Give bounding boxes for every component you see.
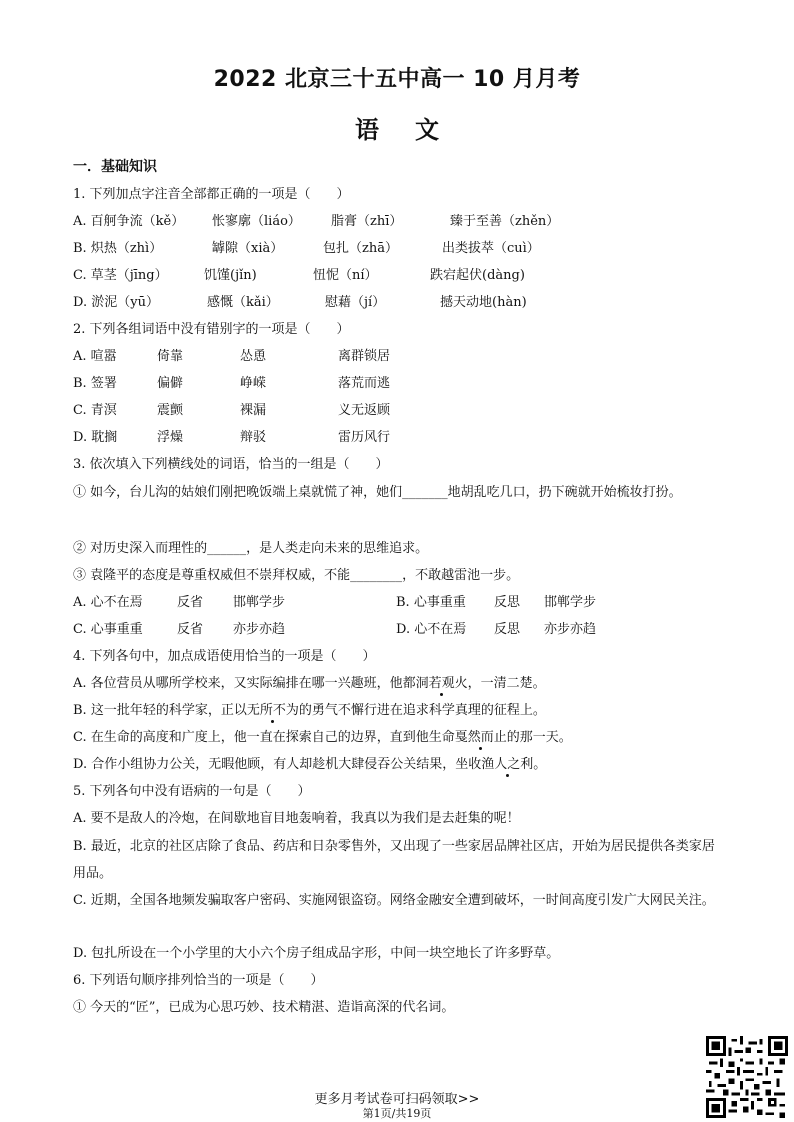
q1-option-c-3: 忸怩（ní） xyxy=(313,268,378,283)
q5-stem: 5. 下列各句中没有语病的一句是（ ） xyxy=(73,784,311,799)
q4-b-idiom: 无所不为 xyxy=(246,703,299,718)
q2-option-b-3: 峥嵘 xyxy=(240,376,267,391)
q3-stem: 3. 依次填入下列横线处的词语，恰当的一组是（ ） xyxy=(73,457,389,472)
q4-b-post: 的勇气不懈行进在追求科学真理的征程上。 xyxy=(298,703,546,718)
q3-option-a-2: 反省 xyxy=(177,595,204,610)
q2-stem: 2. 下列各组词语中没有错别字的一项是（ ） xyxy=(73,322,350,337)
q6-sentence-1: ① 今天的“匠”，已成为心思巧妙、技术精湛、造诣高深的代名词。 xyxy=(73,1000,455,1015)
q1-option-b-1: B. 炽热（zhì） xyxy=(73,241,163,256)
q4-d-pre: D. 合作小组协力公关，无暇他顾，有人却趁机大肆侵吞公关结果，坐收 xyxy=(73,757,482,772)
q2-option-c-4: 义无返顾 xyxy=(338,403,391,418)
q4-option-a xyxy=(73,675,546,693)
subject-heading: 语文 xyxy=(355,116,475,144)
q2-option-a-3: 怂恿 xyxy=(240,349,267,364)
q2-option-c-3: 裸漏 xyxy=(240,403,267,418)
q1-option-d-4: 撼天动地(hàn) xyxy=(440,295,527,310)
q2-option-d-4: 雷历风行 xyxy=(338,430,391,445)
q1-option-c-2: 饥馑(jǐn) xyxy=(204,268,257,283)
q3-sentence-3: ③ 袁隆平的态度是尊重权威但不崇拜权威，不能________，不敢越雷池一步。 xyxy=(73,568,520,583)
q1-option-a-2: 怅寥廓（liáo） xyxy=(212,214,301,229)
q2-option-a-1: A. 喧嚣 xyxy=(73,349,117,364)
q4-d-post: 。 xyxy=(533,757,547,772)
q4-c-pre: C. 在生命的高度和广度上，他一直在探索自己的边界，直到他生命 xyxy=(73,730,455,745)
q1-option-d-3: 慰藉（jí） xyxy=(325,295,386,310)
q6-stem: 6. 下列语句顺序排列恰当的一项是（ ） xyxy=(73,973,324,988)
q1-option-a-1: A. 百舸争流（kě） xyxy=(73,214,185,229)
section-heading: 一．基础知识 xyxy=(73,159,157,175)
q3-option-c-1: C. 心事重重 xyxy=(73,622,143,637)
q1-stem: 1. 下列加点字注音全部都正确的一项是（ ） xyxy=(73,187,350,202)
exam-title: 2022 北京三十五中高一 10 月月考 xyxy=(213,67,581,92)
q1-option-b-2: 罅隙（xià） xyxy=(212,241,284,256)
q2-option-d-1: D. 耽搁 xyxy=(73,430,118,445)
q3-option-a-3: 邯郸学步 xyxy=(233,595,286,610)
q2-option-a-2: 倚靠 xyxy=(157,349,184,364)
q2-option-a-4: 离群锁居 xyxy=(338,349,391,364)
q2-option-b-4: 落荒而逃 xyxy=(338,376,391,391)
q1-option-a-4: 臻于至善（zhěn） xyxy=(450,214,560,229)
footer-promo-link[interactable]: 更多月考试卷可扫码领取>> xyxy=(314,1092,480,1107)
q5-option-b: B. 最近，北京的社区店除了食品、药店和日杂零售外，又出现了一些家居品牌社区店，开始为居民提供各类家居用品。 xyxy=(73,839,715,881)
q4-b-pre: B. 这一批年轻的科学家，正以 xyxy=(73,703,247,718)
q2-option-b-1: B. 签署 xyxy=(73,376,117,391)
q3-sentence-1: ① 如今，台儿沟的姑娘们刚把晚饭端上桌就慌了神，她们_______地胡乱吃几口，扔下碗就开始梳妆打扮。 xyxy=(73,485,682,500)
q4-c-post: 的那一天。 xyxy=(506,730,572,745)
q1-option-a-3: 脂膏（zhī） xyxy=(331,214,403,229)
q1-option-b-3: 包扎（zhā） xyxy=(323,241,398,256)
q2-option-d-3: 辩驳 xyxy=(240,430,267,445)
q2-option-c-1: C. 青溟 xyxy=(73,403,117,418)
q3-option-b-3: 邯郸学步 xyxy=(544,595,597,610)
q1-option-d-1: D. 淤泥（yū） xyxy=(73,295,159,310)
q3-option-a-1: A. 心不在焉 xyxy=(73,595,143,610)
q3-option-b-1: B. 心事重重 xyxy=(396,595,466,610)
q3-option-c-3: 亦步亦趋 xyxy=(233,622,286,637)
q4-d-idiom: 渔人之利 xyxy=(481,757,534,772)
q3-sentence-2: ② 对历史深入而理性的______，是人类走向未来的思维追求。 xyxy=(73,541,429,556)
q2-option-b-2: 偏僻 xyxy=(157,376,184,391)
q5-option-c: C. 近期，全国各地频发骗取客户密码、实施网银盗窃。网络金融安全遭到破坏，一时间高度引发广大网民关注。 xyxy=(73,893,715,908)
q1-option-d-2: 感慨（kǎi） xyxy=(207,295,279,310)
q4-option-c xyxy=(73,729,572,747)
q2-option-d-2: 浮燥 xyxy=(157,430,184,445)
q4-a-pre: A. 各位营员从哪所学校来，又实际编排在哪一兴趣班，他都 xyxy=(73,676,416,691)
q1-option-c-4: 跌宕起伏(dàng) xyxy=(430,268,525,283)
q1-option-c-1: C. 草茎（jīng） xyxy=(73,268,168,283)
q5-option-d: D. 包扎所设在一个小学里的大小六个房子组成品字形，中间一块空地长了许多野草。 xyxy=(73,946,560,961)
page-number: 第1页/共19页 xyxy=(362,1107,432,1120)
q4-a-post: ，一清二楚。 xyxy=(467,676,546,691)
q4-option-d xyxy=(73,756,546,774)
q3-option-b-2: 反思 xyxy=(494,595,521,610)
q4-option-b xyxy=(73,702,546,720)
q5-option-a: A. 要不是敌人的冷炮，在间歇地盲目地轰响着，我真以为我们是去赶集的呢！ xyxy=(73,811,520,826)
q2-option-c-2: 震颤 xyxy=(157,403,184,418)
q3-option-d-1: D. 心不在焉 xyxy=(396,622,467,637)
q4-stem: 4. 下列各句中，加点成语使用恰当的一项是（ ） xyxy=(73,649,376,664)
q1-option-b-4: 出类拔萃（cuì） xyxy=(442,241,540,256)
q3-option-d-3: 亦步亦趋 xyxy=(544,622,597,637)
q3-option-c-2: 反省 xyxy=(177,622,204,637)
q4-a-idiom: 洞若观火 xyxy=(415,676,468,691)
q4-c-idiom: 戛然而止 xyxy=(454,730,507,745)
q3-option-d-2: 反思 xyxy=(494,622,521,637)
